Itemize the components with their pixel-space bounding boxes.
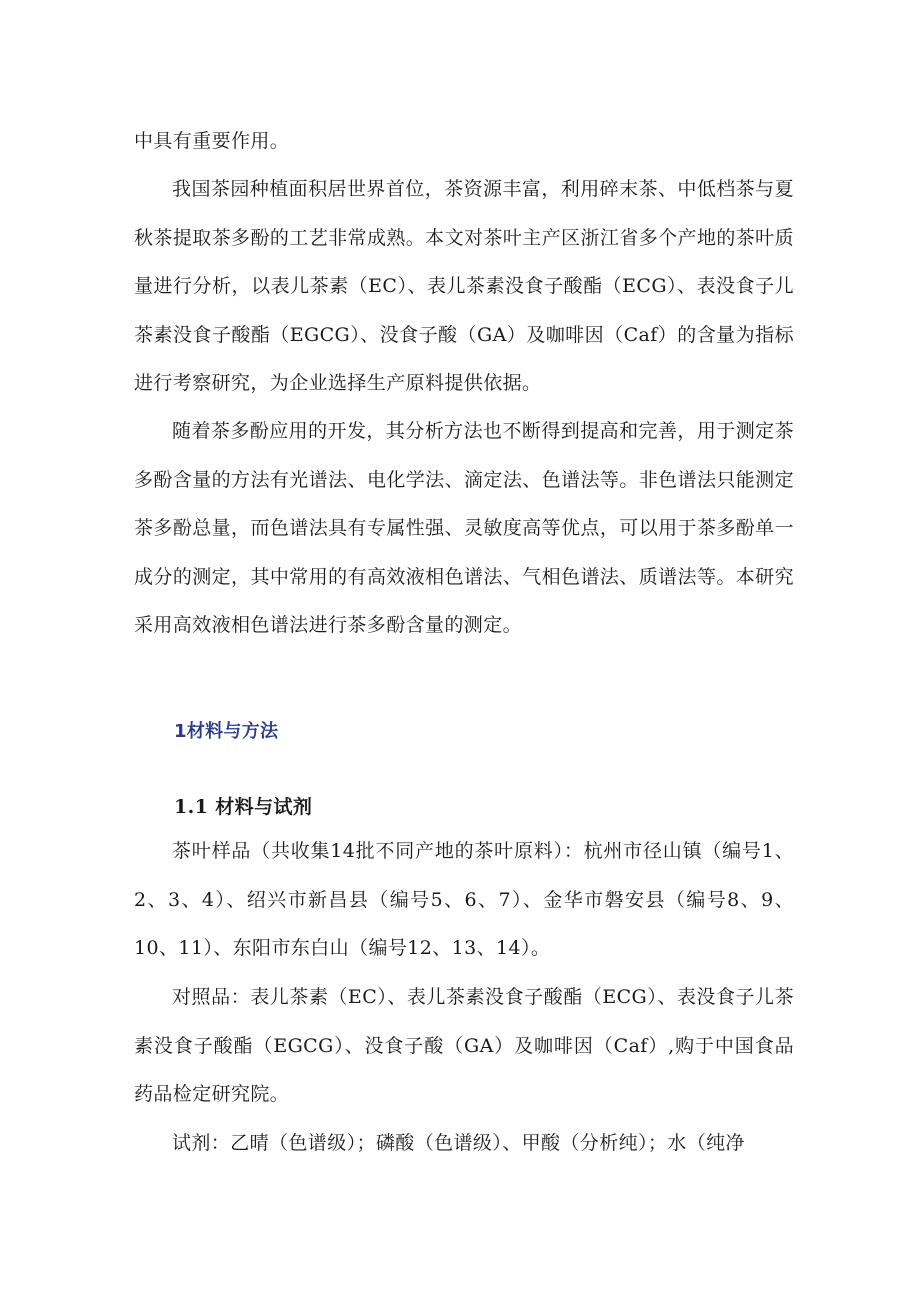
paragraph-analysis-methods: 随着茶多酚应用的开发，其分析方法也不断得到提高和完善，用于测定茶多酚含量的方法有光谱法、电化学法、滴定法、色谱法等。非色谱法只能测定茶多酚总量，而色谱法具有专属性强、灵敏度高等优点，可以用于茶多酚单一成分的测定，其中常用的有高效液相色谱法、气相色谱法、质谱法等。本研究采用高效液相色谱法进行茶多酚含量的测定。: [134, 420, 794, 636]
section-heading: 1材料与方法: [174, 721, 279, 742]
subsection-heading: 1.1 材料与试剂: [174, 796, 313, 818]
paragraph-continuation: 中具有重要作用。: [134, 130, 290, 152]
paragraph-tea-resources: 我国茶园种植面积居世界首位，茶资源丰富，利用碎末茶、中低档茶与夏秋茶提取茶多酚的工艺非常成熟。本文对茶叶主产区浙江省多个产地的茶叶质量进行分析，以表儿茶素（EC）、表儿茶素没食子酸酯（ECG）、表没食子儿茶素没食子酸酯（EGCG）、没食子酸（GA）及咖啡因（Caf）的含量为指标进行考察研究，为企业选择生产原料提供依据。: [134, 178, 794, 394]
paragraph-reagents: 试剂：乙晴（色谱级）；磷酸（色谱级）、甲酸（分析纯）；水（纯净: [172, 1132, 745, 1154]
paragraph-reference-standards: 对照品：表儿茶素（EC）、表儿茶素没食子酸酯（ECG）、表没食子儿茶素没食子酸酯（EGCG）、没食子酸（GA）及咖啡因（Caf）,购于中国食品药品检定研究院。: [134, 986, 794, 1105]
paragraph-tea-samples: 茶叶样品（共收集14批不同产地的茶叶原料）：杭州市径山镇（编号1、2、3、4）、绍兴市新昌县（编号5、6、7）、金华市磐安县（编号8、9、10、11）、东阳市东白山（编号12、13、14）。: [134, 840, 794, 959]
